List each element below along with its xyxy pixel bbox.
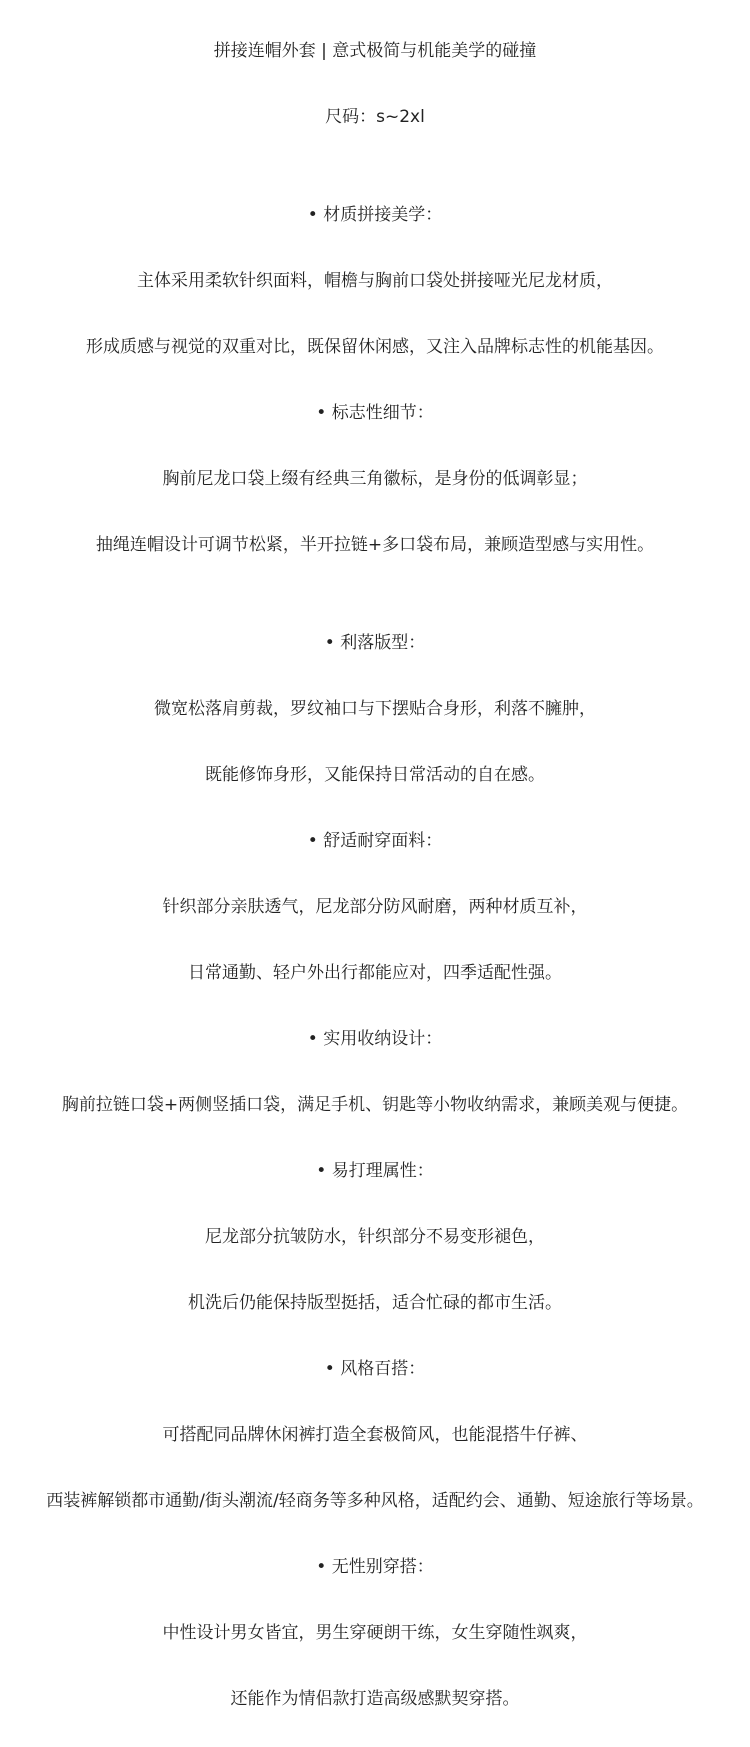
section-text: 微宽松落肩剪裁，罗纹袖口与下摆贴合身形，利落不臃肿， [154, 699, 596, 719]
section-heading: • 舒适耐穿面料： [307, 831, 443, 851]
section-text: 日常通勤、轻户外出行都能应对，四季适配性强。 [188, 963, 562, 983]
spacer [0, 600, 750, 632]
section-text: 尼龙部分抗皱防水，针织部分不易变形褪色， [205, 1227, 545, 1247]
section-heading: • 无性别穿搭： [316, 1557, 434, 1577]
section-text: 中性设计男女皆宜，男生穿硬朗干练，女生穿随性飒爽， [162, 1623, 588, 1643]
section-heading: • 风格百搭： [324, 1359, 426, 1379]
section-heading: • 利落版型： [324, 633, 426, 653]
section-text: 胸前尼龙口袋上缀有经典三角徽标，是身份的低调彰显； [162, 469, 588, 489]
section-text: 还能作为情侣款打造高级感默契穿搭。 [230, 1689, 520, 1709]
section-text: 可搭配同品牌休闲裤打造全套极简风，也能混搭牛仔裤、 [162, 1425, 588, 1445]
section-text: 形成质感与视觉的双重对比，既保留休闲感，又注入品牌标志性的机能基因。 [86, 337, 664, 357]
section-text: 既能修饰身形，又能保持日常活动的自在感。 [205, 765, 545, 785]
section-text: 抽绳连帽设计可调节松紧，半开拉链+多口袋布局，兼顾造型感与实用性。 [95, 535, 655, 555]
section-text: 针织部分亲肤透气，尼龙部分防风耐磨，两种材质互补， [162, 897, 588, 917]
section-text: 主体采用柔软针织面料，帽檐与胸前口袋处拼接哑光尼龙材质， [137, 271, 613, 291]
section-heading: • 实用收纳设计： [307, 1029, 443, 1049]
section-text: 机洗后仍能保持版型挺括，适合忙碌的都市生活。 [188, 1293, 562, 1313]
product-title: 拼接连帽外套 | 意式极简与机能美学的碰撞 [213, 41, 537, 61]
section-text: 西装裤解锁都市通勤/街头潮流/轻商务等多种风格，适配约会、通勤、短途旅行等场景。 [46, 1491, 704, 1511]
spacer [0, 172, 750, 204]
size-range: 尺码：s~2xl [325, 107, 425, 127]
section-heading: • 材质拼接美学： [307, 205, 443, 225]
section-heading: • 易打理属性： [316, 1161, 434, 1181]
section-heading: • 标志性细节： [316, 403, 434, 423]
section-text: 胸前拉链口袋+两侧竖插口袋，满足手机、钥匙等小物收纳需求，兼顾美观与便捷。 [61, 1095, 689, 1115]
